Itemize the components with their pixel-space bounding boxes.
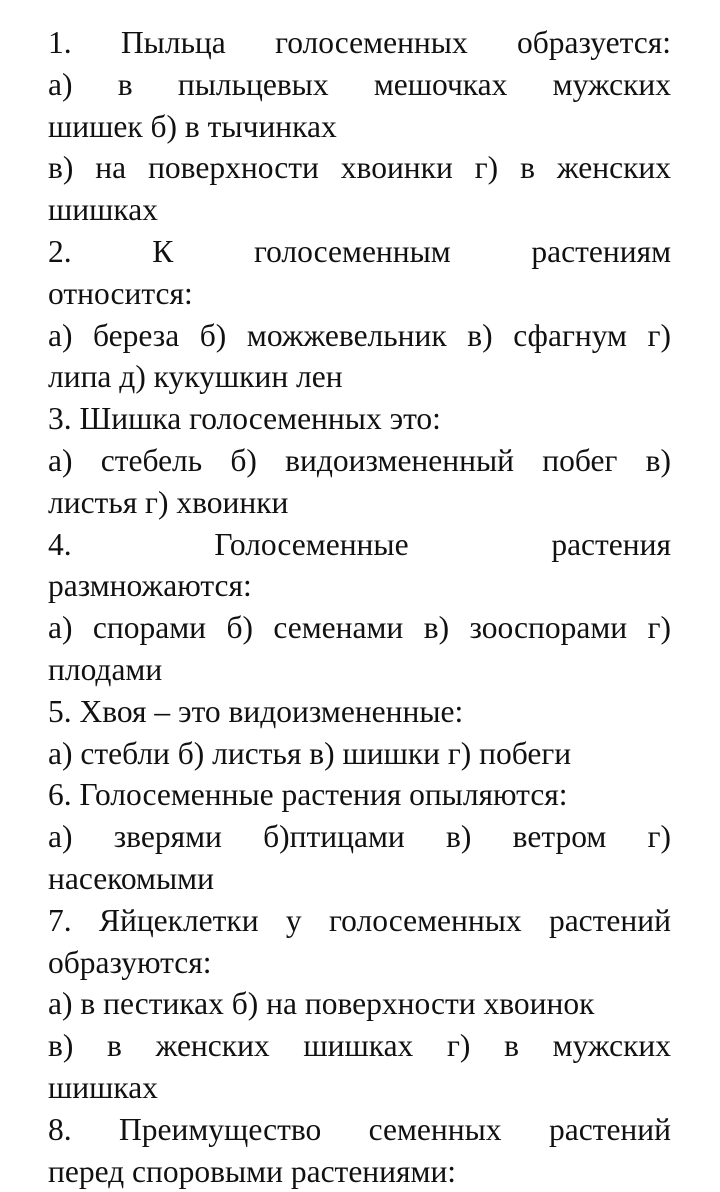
- q1-line-3: шишек б) в тычинках: [48, 108, 337, 144]
- q4-line-3: а) спорами б) семенами в) зооспорами г): [48, 610, 671, 646]
- q6-line-2: а) зверями б)птицами в) ветром г): [48, 819, 671, 855]
- q1-line-4: в) на поверхности хвоинки г) в женских: [48, 150, 671, 186]
- q7-line-3: а) в пестиках б) на поверхности хвоинок: [48, 986, 595, 1022]
- q4-line-1: 4. Голосеменные растения: [48, 526, 671, 562]
- q1-line-1: 1. Пыльца голосеменных образуется:: [48, 25, 671, 60]
- q7-line-5: шишках: [48, 1069, 158, 1105]
- q2-line-4: липа д) кукушкин лен: [48, 359, 343, 395]
- q8-line-2: перед споровыми растениями:: [48, 1153, 457, 1189]
- q2-line-1: 2. К голосеменным растениям: [48, 233, 671, 269]
- q3-line-2: а) стебель б) видоизмененный побег в): [48, 442, 671, 478]
- q4-line-2: размножаются:: [48, 568, 252, 604]
- q4-line-4: плодами: [48, 651, 163, 687]
- q5-line-1: 5. Хвоя – это видоизмененные:: [48, 693, 464, 729]
- q7-line-2: образуются:: [48, 944, 212, 980]
- q6-line-3: насекомыми: [48, 860, 214, 896]
- q8-line-1: 8. Преимущество семенных растений: [48, 1111, 671, 1147]
- q7-line-1: 7. Яйцеклетки у голосеменных растений: [48, 902, 671, 938]
- document-page: [48, 22, 671, 1192]
- q2-line-2: относится:: [48, 275, 193, 311]
- q1-line-5: шишках: [48, 192, 158, 228]
- q3-line-1: 3. Шишка голосеменных это:: [48, 401, 441, 437]
- q5-line-2: а) стебли б) листья в) шишки г) побеги: [48, 735, 572, 771]
- q3-line-3: листья г) хвоинки: [48, 484, 289, 520]
- q1-line-2: а) в пыльцевых мешочках мужских: [48, 66, 671, 102]
- q6-line-1: 6. Голосеменные растения опыляются:: [48, 777, 568, 813]
- q7-line-4: в) в женских шишках г) в мужских: [48, 1028, 671, 1064]
- q2-line-3: а) береза б) можжевельник в) сфагнум г): [48, 317, 671, 353]
